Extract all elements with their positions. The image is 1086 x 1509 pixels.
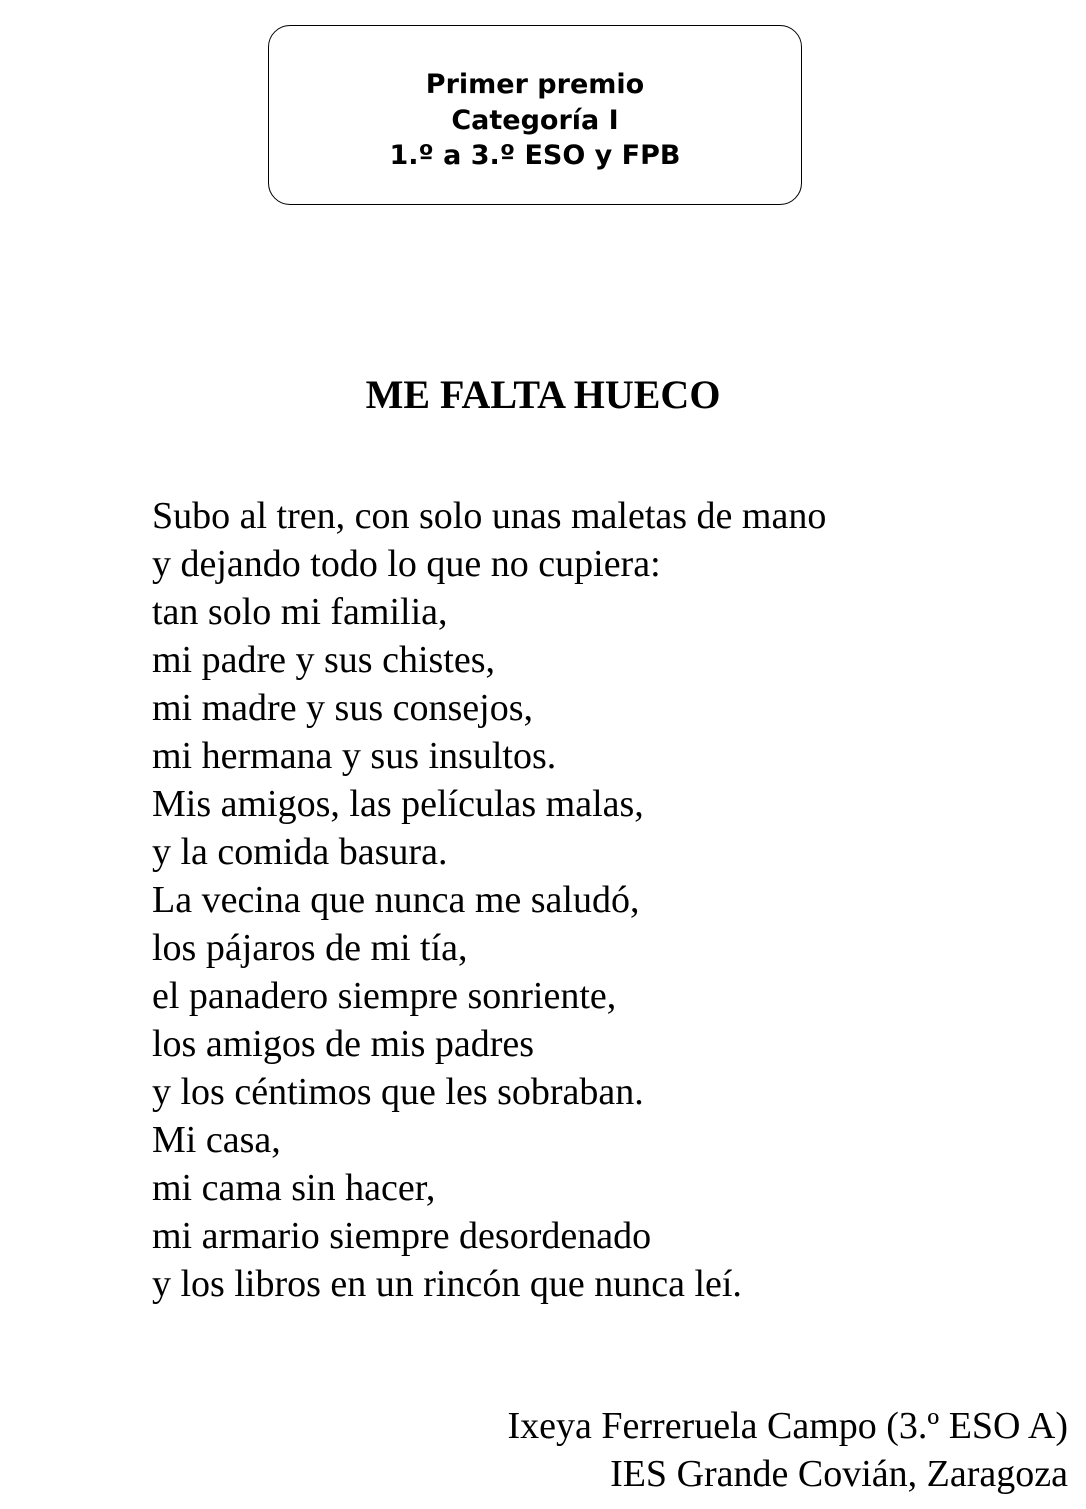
poem-line: el panadero siempre sonriente, bbox=[152, 975, 617, 1017]
poem-line: Mis amigos, las películas malas, bbox=[152, 783, 644, 825]
award-levels: 1.º a 3.º ESO y FPB bbox=[389, 140, 681, 171]
poem-line: y la comida basura. bbox=[152, 831, 448, 873]
award-category: Categoría I bbox=[451, 104, 619, 136]
school-name: IES Grande Covián, Zaragoza bbox=[610, 1453, 1068, 1495]
poem-line: mi armario siempre desordenado bbox=[152, 1215, 652, 1257]
award-box bbox=[268, 25, 802, 205]
poem-body bbox=[152, 492, 826, 1308]
poem-line: mi padre y sus chistes, bbox=[152, 639, 496, 681]
poem-line: tan solo mi familia, bbox=[152, 591, 448, 633]
poem-line: mi hermana y sus insultos. bbox=[152, 735, 557, 777]
poem-line: Mi casa, bbox=[152, 1119, 281, 1161]
poem-line: La vecina que nunca me saludó, bbox=[152, 879, 640, 921]
author-name: Ixeya Ferreruela Campo (3.º ESO A) bbox=[507, 1405, 1068, 1447]
signature bbox=[508, 1402, 1069, 1498]
poem-line: los amigos de mis padres bbox=[152, 1023, 535, 1065]
poem-line: y los céntimos que les sobraban. bbox=[152, 1071, 644, 1113]
award-title: Primer premio bbox=[425, 69, 645, 100]
poem-line: mi madre y sus consejos, bbox=[152, 687, 534, 729]
poem-line: y los libros en un rincón que nunca leí. bbox=[152, 1263, 742, 1305]
poem-line: mi cama sin hacer, bbox=[152, 1167, 436, 1209]
poem-line: los pájaros de mi tía, bbox=[152, 927, 468, 969]
poem-title: ME FALTA HUECO bbox=[365, 372, 721, 417]
poem-line: Subo al tren, con solo unas maletas de mano bbox=[152, 495, 827, 537]
poem-line: y dejando todo lo que no cupiera: bbox=[152, 543, 661, 585]
